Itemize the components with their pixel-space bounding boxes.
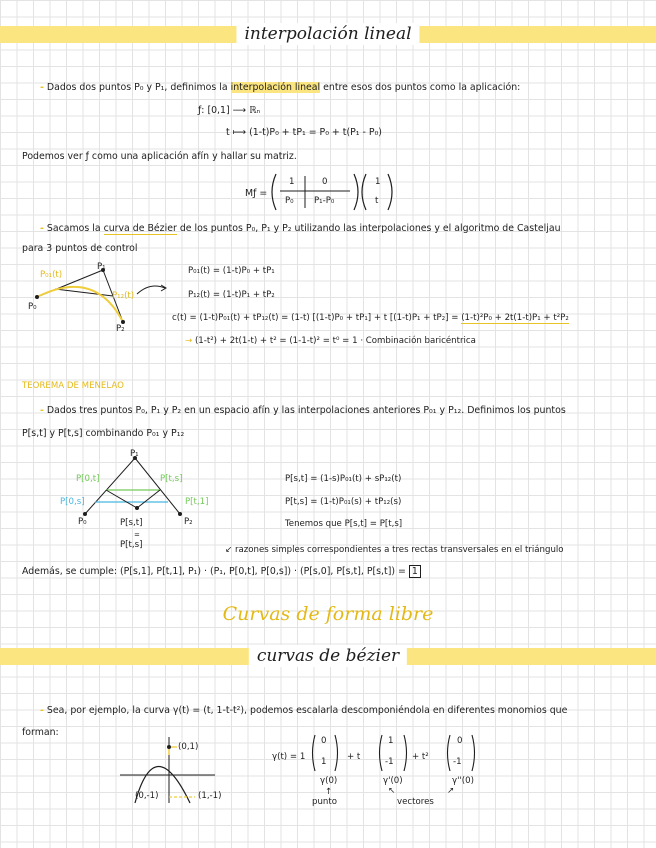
casteljau-eq-4 (185, 336, 476, 347)
fig2-label-p1: P₁ (130, 449, 139, 459)
label-gamma1: γ'(0) (383, 776, 403, 786)
menelao-eq-3: Tenemos que P[s,t] = P[t,s] (285, 519, 403, 529)
paragraph-bezier-cont: para 3 puntos de control (22, 243, 138, 254)
fig1-label-p2: P₂ (116, 324, 125, 334)
definition-text-post: entre esos dos puntos como la aplicación: (320, 82, 521, 93)
bullet-marker: - (40, 405, 44, 416)
map-line-1: ƒ: [0,1] ⟶ ℝₙ (198, 105, 261, 116)
matrix-a1: 1 (289, 177, 295, 187)
arrow-up-icon: ↑ (325, 787, 333, 797)
paragraph-definition (40, 82, 520, 94)
matrix-label: Mƒ = (245, 188, 268, 199)
casteljau-eq-3-pre: c(t) = (1-t)P₀₁(t) + tP₁₂(t) = (1-t) [(1-t)P₀ + tP₁] + t [(1-t)P₁ + tP₂] = (172, 313, 462, 323)
arrow-right-up-icon: ↗ (447, 786, 455, 796)
bezier-text-post: de los puntos P₀, P₁ y P₂ utilizando las interpolaciones y el algoritmo de Casteljau (176, 223, 561, 234)
matrix-b2: P₁-P₀ (314, 196, 335, 206)
fig3-label-pt1: (0,1) (178, 742, 199, 752)
fig3-label-pt3: (1,-1) (198, 791, 222, 801)
fig2-label-p0t: P[0,t] (76, 474, 100, 484)
bullet-marker: - (40, 82, 44, 93)
bullet-marker: - (40, 705, 44, 716)
fig3-label-pt2: (0,-1) (135, 791, 159, 801)
bullet-marker: - (40, 223, 44, 234)
arrow-right-icon: → (185, 336, 193, 346)
fig2-label-pts: P[t,s] (160, 474, 183, 484)
matrix-b1: P₀ (285, 196, 294, 206)
casteljau-eq-1: P₀₁(t) = (1-t)P₀ + tP₁ (188, 266, 275, 276)
vec2-bottom: -1 (385, 757, 394, 767)
casteljau-eq-3-highlight: (1-t)²P₀ + 2t(1-t)P₁ + t²P₂ (461, 313, 569, 323)
theorem-text: Dados tres puntos P₀, P₁ y P₂ en un espacio afín y las interpolaciones anteriores P₀₁ y P₁₂. Definimos los puntos (46, 405, 566, 416)
fig2-label-pst: P[s,t] (120, 518, 143, 528)
casteljau-eq-4-text: (1-t²) + 2t(1-t) + t² = (1-1-t)² = t⁰ = 1 · Combinación baricéntrica (194, 336, 476, 346)
paragraph-example-cont: forman: (22, 727, 59, 738)
fig2-label-eq: = (134, 531, 140, 539)
menelao-final (22, 566, 421, 578)
fig1-label-p0: P₀ (28, 302, 37, 312)
gamma-brackets (310, 733, 490, 773)
fig1-label-p12: P₁₂(t) (112, 291, 135, 301)
paragraph-affine: Podemos ver ƒ como una aplicación afín y hallar su matriz. (22, 151, 297, 162)
menelao-note-text: razones simples correspondientes a tres rectas transversales en el triángulo (234, 545, 564, 555)
big-title-curvas: Curvas de forma libre (222, 603, 434, 625)
menelao-final-text: Además, se cumple: (P[s,1], P[t,1], P₁) · (P₁, P[0,t], P[0,s]) · (P[s,0], P[s,t], P[s,t]) = (22, 566, 409, 577)
fig2-label-p0s: P[0,s] (60, 497, 85, 507)
fig2-label-pts2: P[t,s] (120, 540, 143, 550)
menelao-final-box: 1 (409, 565, 421, 578)
gamma-lhs: γ(t) = 1 (272, 752, 306, 762)
theorem-paragraph-1 (40, 405, 566, 417)
vec1-bottom: 1 (321, 757, 327, 767)
vec3-top: 0 (457, 736, 463, 746)
plus-t: + t (347, 752, 361, 762)
vector-v2: t (375, 196, 379, 206)
section-title-interpolacion: interpolación lineal (236, 23, 419, 45)
definition-text-pre: Dados dos puntos P₀ y P₁, definimos la (46, 82, 231, 93)
arrow-left-up-icon: ↖ (388, 786, 396, 796)
plus-t2: + t² (412, 752, 429, 762)
bezier-text-pre: Sacamos la (46, 223, 104, 234)
paragraph-example (40, 705, 567, 717)
menelao-eq-2: P[t,s] = (1-t)P₀₁(s) + tP₁₂(s) (285, 497, 402, 507)
matrix-a2: 0 (322, 177, 328, 187)
fig2-label-pt1: P[t,1] (185, 497, 209, 507)
fig2-label-p0: P₀ (78, 517, 87, 527)
label-vectores: vectores (397, 797, 434, 807)
vec3-bottom: -1 (453, 757, 462, 767)
vec2-top: 1 (388, 736, 394, 746)
label-punto: punto (312, 797, 337, 807)
theorem-paragraph-2: P[s,t] y P[t,s] combinando P₀₁ y P₁₂ (22, 428, 185, 439)
paragraph-bezier (40, 223, 561, 235)
label-gamma2: γ''(0) (452, 776, 474, 786)
fig2-label-p2: P₂ (184, 517, 193, 527)
fig1-label-p1: P₁ (97, 262, 106, 272)
label-gamma0: γ(0) (320, 776, 338, 786)
bezier-underlined: curva de Bézier (103, 223, 177, 234)
fig1-label-p01: P₀₁(t) (40, 270, 63, 280)
definition-highlight: interpolación lineal (230, 82, 321, 93)
curved-arrow-icon: ↙ (225, 545, 233, 555)
vector-v1: 1 (375, 177, 381, 187)
casteljau-eq-2: P₁₂(t) = (1-t)P₁ + tP₂ (188, 290, 275, 300)
casteljau-eq-3 (172, 313, 569, 324)
vec1-top: 0 (321, 736, 327, 746)
menelao-eq-1: P[s,t] = (1-s)P₀₁(t) + sP₁₂(t) (285, 474, 402, 484)
example-text: Sea, por ejemplo, la curva γ(t) = (t, 1-t-t²), podemos escalarla descomponiéndola en diferentes monomios que (46, 705, 568, 716)
map-line-2: t ⟼ (1-t)P₀ + tP₁ = P₀ + t(P₁ - P₀) (226, 127, 382, 138)
menelao-note (225, 545, 564, 556)
section-title-bezier: curvas de bézier (249, 645, 407, 667)
theorem-heading: TEOREMA DE MENELAO (22, 381, 124, 391)
